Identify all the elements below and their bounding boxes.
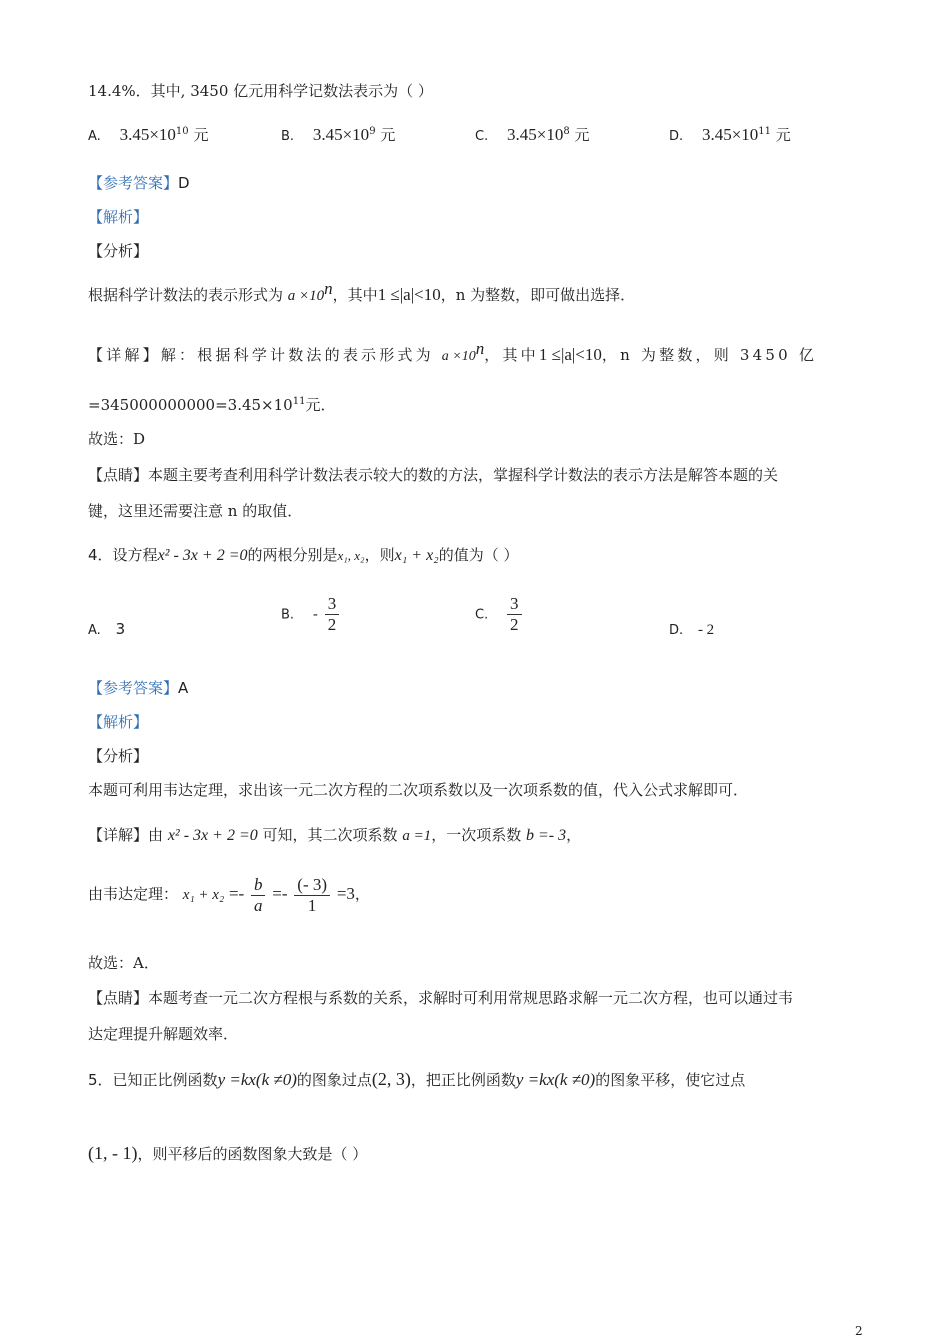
roots: x₁, x₂ [337,548,365,563]
formula-exp: n [324,279,333,298]
text: ，n 为整数，则 3450 亿 [601,346,818,364]
numerator: b [253,874,263,894]
text: ，其中 [484,346,539,364]
fraction-b-over-a [251,875,266,916]
option-exp: 9 [369,126,376,137]
text: ，其中 [332,286,378,304]
q3-option-c[interactable] [475,124,590,148]
fraction-minus3-over-1 [294,875,330,916]
q3-option-a[interactable] [88,124,208,148]
coef-b: b =- 3 [525,827,567,844]
page-number: 2 [855,1324,863,1338]
text: 由韦达定理： [88,885,179,903]
q3-xiangjie-text [88,339,818,368]
text: 的图象过点 [296,1071,372,1089]
q4-option-b[interactable] [281,594,341,635]
option-label: B. [281,607,295,623]
denominator: 2 [510,615,519,634]
function: y =kx(k ≠0) [217,1070,297,1089]
q5-stem-2 [88,1142,367,1165]
calc-text: =345000000000=3.45×10 [88,396,293,414]
q3-dianjing-1 [88,464,778,486]
text: 的两根分别是 [247,546,338,564]
option-value: 3 [115,620,126,638]
q3-stem: 14.4%．其中, 3450 亿元用科学记数法表示为（ ） [88,82,433,100]
q4-dianjing-2: 达定理提升解题效率． [88,1025,239,1043]
equals-minus: =- [272,884,288,903]
calc-exp: 11 [292,396,306,407]
denominator: a [253,895,263,915]
q4-jiexi-tag: 【解析】 [88,713,149,731]
denominator: 2 [327,615,337,634]
option-value: - 2 [697,622,715,638]
option-label: C. [475,129,489,144]
range: 1 ≤|a|<10 [538,345,602,364]
function: y =kx(k ≠0) [515,1070,596,1089]
option-label: D. [669,129,684,144]
point: (2, 3) [371,1069,411,1089]
dianjing-tag: 【点睛】 [88,989,149,1007]
range: 1 ≤|a|<10 [377,285,441,304]
option-unit: 元 [574,126,590,144]
option-label: A. [88,623,101,638]
option-label: B. [281,129,295,144]
q3-option-d[interactable] [669,124,791,148]
option-sign: - [312,604,318,623]
text: 可知，其二次项系数 [262,826,398,844]
q3-answer [88,172,190,194]
text: 的值为（ ） [438,546,519,564]
q4-fenxi-tag: 【分析】 [88,747,149,765]
q4-option-d[interactable] [669,618,714,642]
formula: a ×10 [287,288,325,304]
equation: x² - 3x + 2 =0 [167,827,258,844]
q3-fenxi-tag: 【分析】 [88,242,149,260]
option-coef: 3.45×10 [119,125,176,144]
q4-stem [88,544,519,567]
weida-lhs: x₁ + x₂ [182,887,225,903]
q5-stem-1 [88,1068,745,1091]
option-exp: 8 [563,126,570,137]
calc-unit: 元． [305,396,336,414]
question-number: 4 [88,546,98,564]
q3-option-b[interactable] [281,124,395,148]
text: 的图象平移，使它过点 [595,1071,746,1089]
point: (1, - 1) [88,1143,138,1163]
q4-option-c[interactable] [475,594,524,635]
question-number: 5 [88,1071,98,1089]
text: ， [566,826,582,844]
answer-value: A [178,679,189,697]
text: ，n 为整数，即可做出选择． [440,286,636,304]
answer-tag: 【参考答案】 [88,174,179,192]
formula-exp: n [475,339,485,358]
option-coef: 3.45×10 [312,125,370,144]
q4-fenxi-text: 本题可利用韦达定理，求出该一元二次方程的二次项系数以及一次项系数的值，代入公式求解即可． [88,781,749,799]
text: 本题主要考查利用科学计数法表示较大的数的方法，掌握科学计数法的表示方法是解答本题的关 [148,466,779,484]
text: ．设方程 [97,546,158,564]
option-label: C. [475,607,489,623]
answer-value: D [178,174,190,192]
denominator: 1 [307,895,317,915]
dianjing-tag: 【点睛】 [88,466,149,484]
coef-a: a =1 [402,828,432,844]
option-label: A. [88,129,101,144]
q4-xiangjie [88,824,581,847]
q3-dianjing-2: 键，这里还需要注意 n 的取值． [88,502,303,520]
option-fraction [507,594,522,635]
equals-minus: =- [228,884,245,903]
text: 由 [148,826,164,844]
option-coef: 3.45×10 [701,125,759,144]
text: 解：根据科学计数法的表示形式为 [160,346,434,364]
sum: x₁ + x₂ [394,547,439,564]
text: 根据科学计数法的表示形式为 [88,286,284,304]
q3-guxuan: 故选：D [88,430,146,448]
option-fraction [325,594,340,635]
text: ，则平移后的函数图象大致是（ ） [137,1145,368,1163]
numerator: 3 [510,594,519,613]
equation: x² - 3x + 2 =0 [157,547,248,564]
q3-fenxi-text [88,279,636,307]
q4-guxuan: 故选：A． [88,954,159,972]
q4-option-a[interactable] [88,618,125,642]
result: =3 [336,884,355,903]
option-label: D. [669,623,684,638]
text: ， [354,885,370,903]
q4-answer [88,677,188,699]
q3-calc [88,394,335,416]
xiangjie-tag: 【详解】 [88,346,161,364]
text: ，则 [364,546,395,564]
text: 本题考查一元二次方程根与系数的关系，求解时可利用常规思路求解一元二次方程，也可以通过韦 [148,989,794,1007]
option-unit: 元 [775,126,791,144]
option-unit: 元 [380,126,396,144]
q3-jiexi-tag: 【解析】 [88,208,149,226]
text: ．已知正比例函数 [97,1071,218,1089]
xiangjie-tag: 【详解】 [88,826,149,844]
option-unit: 元 [193,126,209,144]
numerator: 3 [327,594,337,613]
text: ，一次项系数 [431,826,522,844]
answer-tag: 【参考答案】 [88,679,179,697]
formula: a ×10 [441,349,476,364]
option-coef: 3.45×10 [507,125,564,144]
q4-dianjing-1 [88,987,793,1009]
q4-weida [88,870,370,919]
option-exp: 10 [175,126,189,137]
text: ，把正比例函数 [410,1071,516,1089]
numerator: (- 3) [297,874,328,894]
option-exp: 11 [758,126,772,137]
